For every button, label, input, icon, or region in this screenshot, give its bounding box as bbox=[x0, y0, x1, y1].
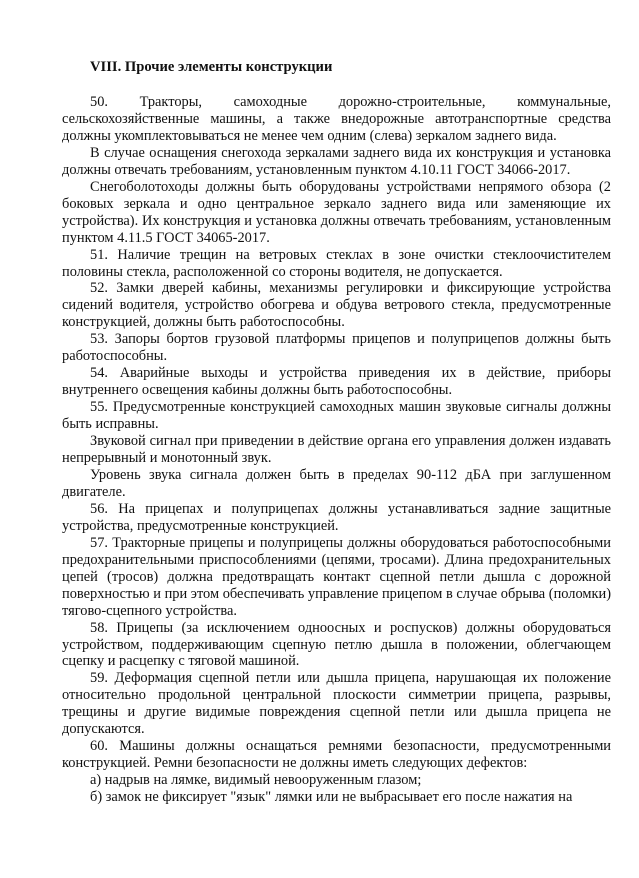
section-title: VIII. Прочие элементы конструкции bbox=[90, 59, 333, 75]
paragraph-57: 57. Тракторные прицепы и полуприцепы должны оборудоваться работоспособными предохранительными приспособлениями (цепями, тросами). Длина предохранительных цепей (тросов) должна предотвращать контакт сцепной петли дышла с дорожной поверхностью и при этом обеспечивать управление прицепом в случае обрыва (поломки) тягово-сцепного устройства. bbox=[62, 534, 611, 619]
paragraph-56: 56. На прицепах и полуприцепах должны устанавливаться задние защитные устройства, предусмотренные конструкцией. bbox=[62, 500, 611, 534]
paragraph-51: 51. Наличие трещин на ветровых стеклах в зоне очистки стеклоочистителем половины стекла, расположенной со стороны водителя, не допускается. bbox=[62, 246, 611, 280]
paragraph-50: 50. Тракторы, самоходные дорожно-строительные, коммунальные, сельскохозяйственные машины, а также внедорожные автотранспортные средства должны укомплектовываться не менее чем одним (слева) зеркалом заднего вида. bbox=[62, 94, 611, 144]
paragraph-55-signal: Звуковой сигнал при приведении в действие органа его управления должен издавать непрерывный и монотонный звук. bbox=[62, 433, 611, 467]
spacer bbox=[62, 77, 611, 94]
list-item-b: б) замок не фиксирует "язык" лямки или не выбрасывает его после нажатия на bbox=[90, 789, 573, 806]
paragraph-58: 58. Прицепы (за исключением одноосных и роспусков) должны оборудоваться устройством, поддерживающим сцепную петлю дышла в положении, облегчающем сцепку и расцепку с тяговой машиной. bbox=[62, 619, 611, 670]
paragraph-60: 60. Машины должны оснащаться ремнями безопасности, предусмотренными конструкцией. Ремни безопасности не должны иметь следующих дефектов: bbox=[62, 738, 611, 772]
list-item-a: а) надрыв на лямке, видимый невооруженным глазом; bbox=[90, 772, 422, 789]
paragraph-55: 55. Предусмотренные конструкцией самоходных машин звуковые сигналы должны быть исправны. bbox=[62, 399, 611, 433]
paragraph-55-sound-level: Уровень звука сигнала должен быть в пределах 90-112 дБА при заглушенном двигателе. bbox=[62, 466, 611, 500]
paragraph-53: 53. Запоры бортов грузовой платформы прицепов и полуприцепов должны быть работоспособны. bbox=[62, 331, 611, 365]
paragraph-52: 52. Замки дверей кабины, механизмы регулировки и фиксирующие устройства сидений водителя, устройство обогрева и обдува ветрового стекла, предусмотренные конструкцией, должны быть работоспособны. bbox=[62, 280, 611, 331]
paragraph-54: 54. Аварийные выходы и устройства приведения их в действие, приборы внутреннего освещения кабины должны быть работоспособны. bbox=[62, 365, 611, 399]
paragraph-50-snowmobile: В случае оснащения снегохода зеркалами заднего вида их конструкция и установка должны отвечать требованиям, установленным пунктом 4.10.11 ГОСТ 34066-2017. bbox=[62, 144, 611, 178]
paragraph-59: 59. Деформация сцепной петли или дышла прицепа, нарушающая их положение относительно продольной центральной плоскости симметрии прицепа, разрывы, трещины и другие видимые повреждения сцепной петли или дышла прицепа не допускаются. bbox=[62, 670, 611, 738]
paragraph-50-swamp-vehicle: Снегоболотоходы должны быть оборудованы устройствами непрямого обзора (2 боковых зеркала и одно центральное зеркало заднего вида или заменяющие их устройства). Их конструкция и установка должны отвечать требованиям, установленным пунктом 4.11.5 ГОСТ 34065-2017. bbox=[62, 178, 611, 246]
